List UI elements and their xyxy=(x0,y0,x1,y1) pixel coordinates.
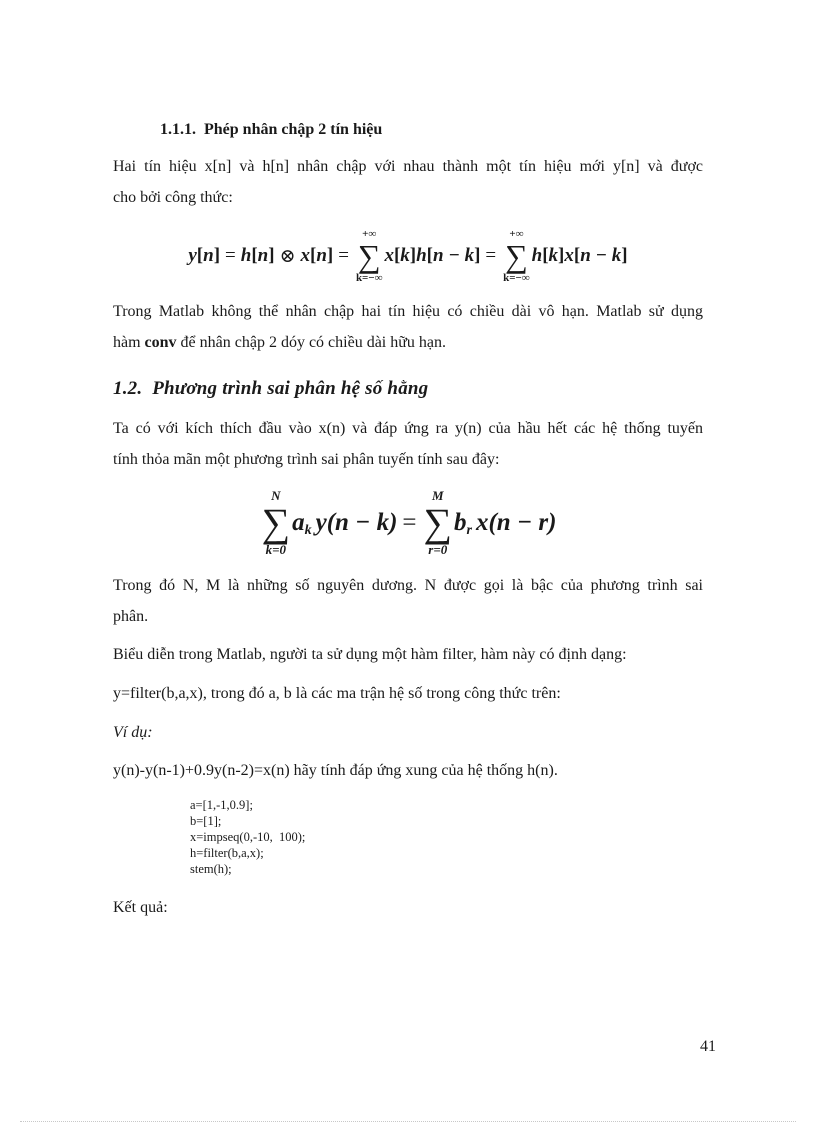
eq-symbol: x xyxy=(384,245,394,266)
subsection-title: Phép nhân chập 2 tín hiệu xyxy=(204,121,383,138)
result-label: Kết quả: xyxy=(113,899,168,916)
eq-symbol: x xyxy=(300,245,310,266)
sum-lower-limit: r=0 xyxy=(428,542,448,557)
sigma-symbol: ∑ xyxy=(261,500,291,545)
paragraph-line: Trong Matlab không thể nhân chập hai tín hiệu có chiều dài vô hạn. Matlab sử dụng xyxy=(113,303,703,320)
code-line: stem(h); xyxy=(190,862,232,876)
paragraph-line xyxy=(113,333,703,353)
page-number: 41 xyxy=(700,1038,716,1055)
paragraph-line: y=filter(b,a,x), trong đó a, b là các ma trận hệ số trong công thức trên: xyxy=(113,685,561,702)
code-line: h=filter(b,a,x); xyxy=(190,846,264,860)
text-run: hàm xyxy=(113,334,145,351)
function-name-conv: conv xyxy=(144,334,177,351)
sigma-symbol: ∑ xyxy=(357,238,381,274)
eq-symbol: k xyxy=(400,245,410,266)
paragraph-line: Ta có với kích thích đầu vào x(n) và đáp ứng ra y(n) của hầu hết các hệ thống tuyến xyxy=(113,420,703,437)
convolution-equation: y [ n ] = h [ n ] ⊗ x [ n ] = +∞ ∑ k=−∞ x [ k ] h [ n − k ] = +∞ ∑ k=−∞ h [ k ] x [ n − k ] xyxy=(188,228,628,284)
code-line: a=[1,-1,0.9]; xyxy=(190,798,253,812)
paragraph-line: phân. xyxy=(113,608,149,625)
paragraph-line: cho bởi công thức: xyxy=(113,189,233,206)
sum-lower-limit: k=−∞ xyxy=(503,272,530,284)
sigma-symbol: ∑ xyxy=(504,238,528,274)
summation xyxy=(262,489,291,557)
code-line: x=impseq(0,-10, 100); xyxy=(190,830,306,844)
subscript: k xyxy=(304,523,312,538)
eq-operator: = xyxy=(402,509,417,536)
coefficient-b: b xyxy=(454,509,467,536)
example-label: Ví dụ: xyxy=(113,724,153,741)
eq-symbol: n xyxy=(257,245,269,266)
eq-term: y(n − k) xyxy=(315,509,398,536)
subscript: r xyxy=(466,523,472,538)
section-heading xyxy=(113,379,703,399)
eq-symbol: y xyxy=(188,245,197,266)
sum-upper-limit: +∞ xyxy=(509,228,524,240)
eq-term: x(n − r) xyxy=(475,509,557,536)
eq-symbol: x xyxy=(564,245,574,266)
eq-symbol: n − k xyxy=(580,245,622,266)
paragraph-line: Hai tín hiệu x[n] và h[n] nhân chập với nhau thành một tín hiệu mới y[n] và được xyxy=(113,158,703,175)
sum-lower-limit: k=−∞ xyxy=(355,272,383,284)
paragraph-line: tính thỏa mãn một phương trình sai phân tuyến tính sau đây: xyxy=(113,451,500,468)
section-number: 1.2. xyxy=(113,378,143,399)
eq-symbol: k xyxy=(548,245,559,266)
code-line: b=[1]; xyxy=(190,814,222,828)
eq-operator: = xyxy=(485,245,497,266)
summation xyxy=(356,228,383,284)
sigma-symbol: ∑ xyxy=(423,500,453,545)
subsection-heading xyxy=(160,120,560,140)
section-title: Phương trình sai phân hệ số hằng xyxy=(152,378,429,399)
summation xyxy=(503,228,530,284)
eq-symbol: n xyxy=(316,245,327,266)
eq-symbol: h xyxy=(531,245,543,266)
page-bottom-divider xyxy=(20,1121,796,1122)
text-run: để nhân chập 2 dóy có chiều dài hữu hạn. xyxy=(176,334,447,351)
eq-operator: = xyxy=(338,245,349,266)
sum-lower-limit: k=0 xyxy=(265,542,287,557)
summation xyxy=(424,489,453,557)
eq-symbol: h xyxy=(416,245,427,266)
eq-operator: = xyxy=(225,245,236,266)
paragraph-line: Trong đó N, M là những số nguyên dương. N được gọi là bậc của phương trình sai xyxy=(113,577,703,594)
eq-symbol: n − k xyxy=(433,245,475,266)
subsection-number: 1.1.1. xyxy=(160,121,196,138)
example-equation: y(n)-y(n-1)+0.9y(n-2)=x(n) hãy tính đáp ứng xung của hệ thống h(n). xyxy=(113,762,558,779)
eq-symbol: n xyxy=(203,245,214,266)
convolution-operator: ⊗ xyxy=(279,245,296,267)
sum-upper-limit: N xyxy=(271,488,281,503)
paragraph-line: Biểu diễn trong Matlab, người ta sử dụng một hàm filter, hàm này có định dạng: xyxy=(113,646,627,663)
difference-equation xyxy=(0,489,816,557)
sum-upper-limit: +∞ xyxy=(362,228,377,240)
coefficient-a: a xyxy=(292,509,305,536)
eq-symbol: h xyxy=(240,245,252,266)
sum-upper-limit: M xyxy=(431,488,444,503)
